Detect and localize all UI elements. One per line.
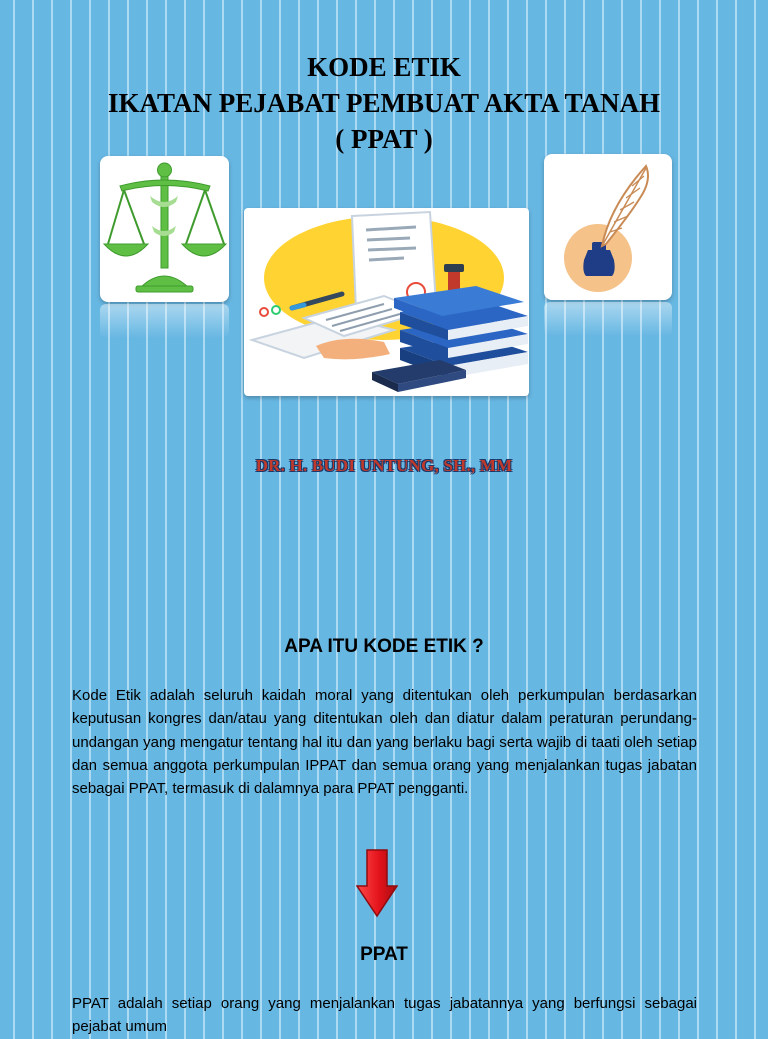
title-line-3: ( PPAT ) bbox=[335, 124, 433, 154]
section-heading-ppat: PPAT bbox=[360, 944, 408, 965]
author-name: DR. H. BUDI UNTUNG, SH., MM bbox=[255, 456, 513, 475]
kode-etik-paragraph: Kode Etik adalah seluruh kaidah moral yang ditentukan oleh perkumpulan berdasarkan keputusan kongres dan/atau yang ditentukan oleh dan diatur dalam peraturan perundang-undangan yang mengatur tentang hal itu dan yang berlaku bagi serta wajib di taati oleh setiap dan semua anggota perkumpulan IPPAT dan semua orang yang menjalankan tugas jabatan sebagai PPAT, termasuk di dalamnya para PPAT pengganti. bbox=[72, 687, 697, 798]
quill-and-inkwell-icon bbox=[544, 154, 672, 300]
documents-and-books-illustration bbox=[244, 208, 529, 396]
scales-reflection bbox=[100, 304, 229, 338]
quill-card bbox=[544, 154, 672, 300]
scales-of-justice-icon bbox=[100, 156, 229, 302]
quill-reflection bbox=[544, 302, 672, 336]
documents-card bbox=[244, 208, 529, 396]
scales-card bbox=[100, 156, 229, 302]
ppat-paragraph: PPAT adalah setiap orang yang menjalankan tugas jabatannya yang berfungsi sebagai pejabat umum bbox=[72, 995, 697, 1036]
arrow-down-icon bbox=[356, 848, 398, 918]
title-line-2: IKATAN PEJABAT PEMBUAT AKTA TANAH bbox=[107, 88, 661, 118]
title-line-1: KODE ETIK bbox=[307, 52, 461, 82]
section-heading-kode-etik: APA ITU KODE ETIK ? bbox=[284, 636, 484, 657]
